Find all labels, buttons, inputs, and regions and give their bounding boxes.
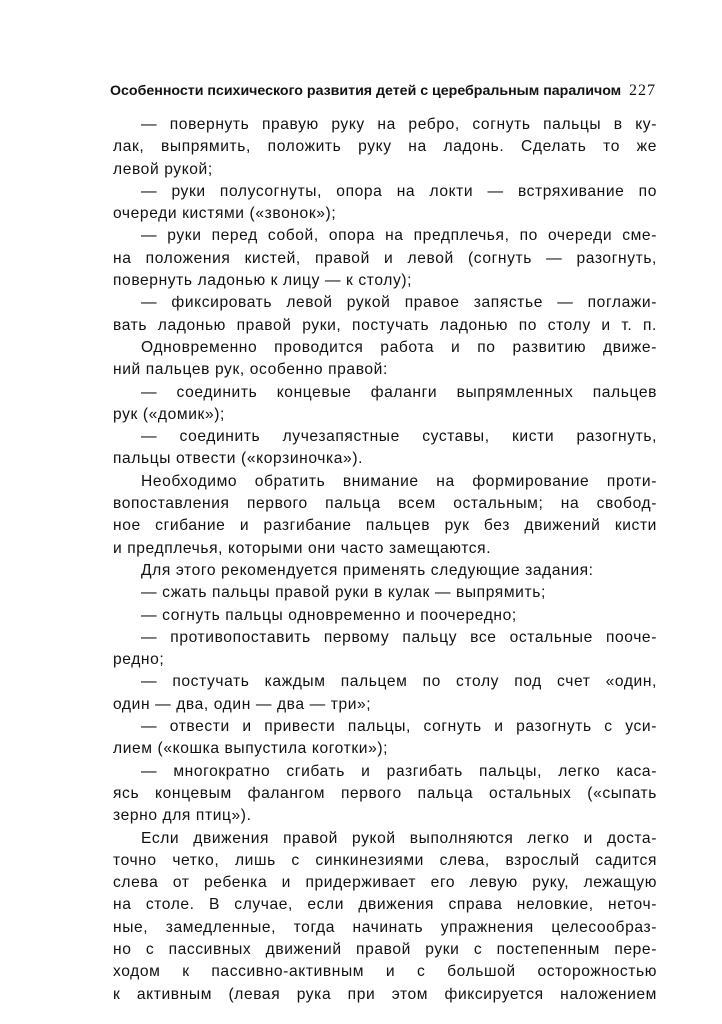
text-line: лак, выпрямить, положить руку на ладонь. Сделать то же — [113, 138, 657, 156]
text-line: ное сгибание и разгибание пальцев рук без движений кисти — [113, 517, 657, 535]
text-line: — соединить концевые фаланги выпрямленных пальцев — [141, 383, 657, 401]
text-line: вопоставления первого пальца всем остальным; на свобод- — [113, 495, 657, 513]
text-line: редно; — [113, 651, 165, 669]
page-number: 227 — [629, 82, 656, 99]
text-line: повернуть ладонью к лицу — к столу); — [113, 272, 413, 290]
body-text — [113, 114, 657, 1006]
text-line: слева от ребенка и придерживает его левую руку, лежащую — [113, 874, 657, 892]
text-line: зерно для птиц»). — [113, 807, 252, 825]
text-line: точно четко, лишь с синкинезиями слева, взрослый садится — [113, 851, 657, 869]
text-line: ний пальцев рук, особенно правой: — [113, 361, 388, 379]
text-line: левой рукой; — [113, 160, 213, 178]
text-line: — многократно сгибать и разгибать пальцы, легко каса- — [141, 762, 657, 780]
text-line: пальцы отвести («корзиночка»). — [113, 450, 364, 468]
text-line: Необходимо обратить внимание на формирование проти- — [141, 472, 657, 490]
text-line: рук («домик»); — [113, 405, 225, 423]
text-line: — согнуть пальцы одновременно и поочередно; — [141, 606, 517, 624]
running-header — [110, 80, 656, 102]
text-line: — руки полусогнуты, опора на локти — встряхивание по — [141, 182, 657, 200]
text-line: очереди кистями («звонок»); — [113, 205, 337, 223]
text-line: ясь концевым фалангом первого пальца остальных («сыпать — [113, 784, 657, 802]
text-line: к активным (левая рука при этом фиксируется наложением — [113, 985, 657, 1003]
text-line: — повернуть правую руку на ребро, согнуть пальцы в ку- — [141, 116, 657, 133]
text-line: — постучать каждым пальцем по столу под счет «один, — [141, 673, 657, 691]
text-line: — сжать пальцы правой руки в кулак — выпрямить; — [141, 584, 546, 602]
text-line: Если движения правой рукой выполняются легко и доста- — [141, 829, 657, 847]
text-line: вать ладонью правой руки, постучать ладонью по столу и т. п. — [113, 316, 657, 334]
text-line: на положения кистей, правой и левой (согнуть — разогнуть, — [113, 249, 657, 267]
text-line: — соединить лучезапястные суставы, кисти разогнуть, — [141, 428, 657, 446]
text-line: Для этого рекомендуется применять следующие задания: — [141, 561, 594, 579]
text-line: и предплечья, которыми они часто замещаются. — [113, 539, 492, 557]
text-line: — противопоставить первому пальцу все остальные пооче- — [141, 628, 657, 646]
text-line: на столе. В случае, если движения справа неловкие, неточ- — [113, 896, 657, 914]
text-line: — отвести и привести пальцы, согнуть и разогнуть с уси- — [141, 718, 657, 736]
text-line: один — два, один — два — три»; — [113, 695, 372, 713]
text-line: ные, замедленные, тогда начинать упражнения целесообраз- — [113, 918, 657, 936]
text-line: — фиксировать левой рукой правое запястье — поглажи- — [141, 294, 657, 312]
text-line: лием («кошка выпустила коготки»); — [113, 740, 389, 758]
text-line: ходом к пассивно-активным и с большой осторожностью — [113, 963, 657, 981]
text-line: Одновременно проводится работа и по развитию движе- — [141, 338, 657, 356]
text-line: но с пассивных движений правой руки с постепенным пере- — [113, 940, 657, 958]
text-line: — руки перед собой, опора на предплечья, по очереди сме- — [141, 227, 657, 245]
running-title: Особенности психического развития детей с церебральным параличом — [110, 83, 622, 99]
